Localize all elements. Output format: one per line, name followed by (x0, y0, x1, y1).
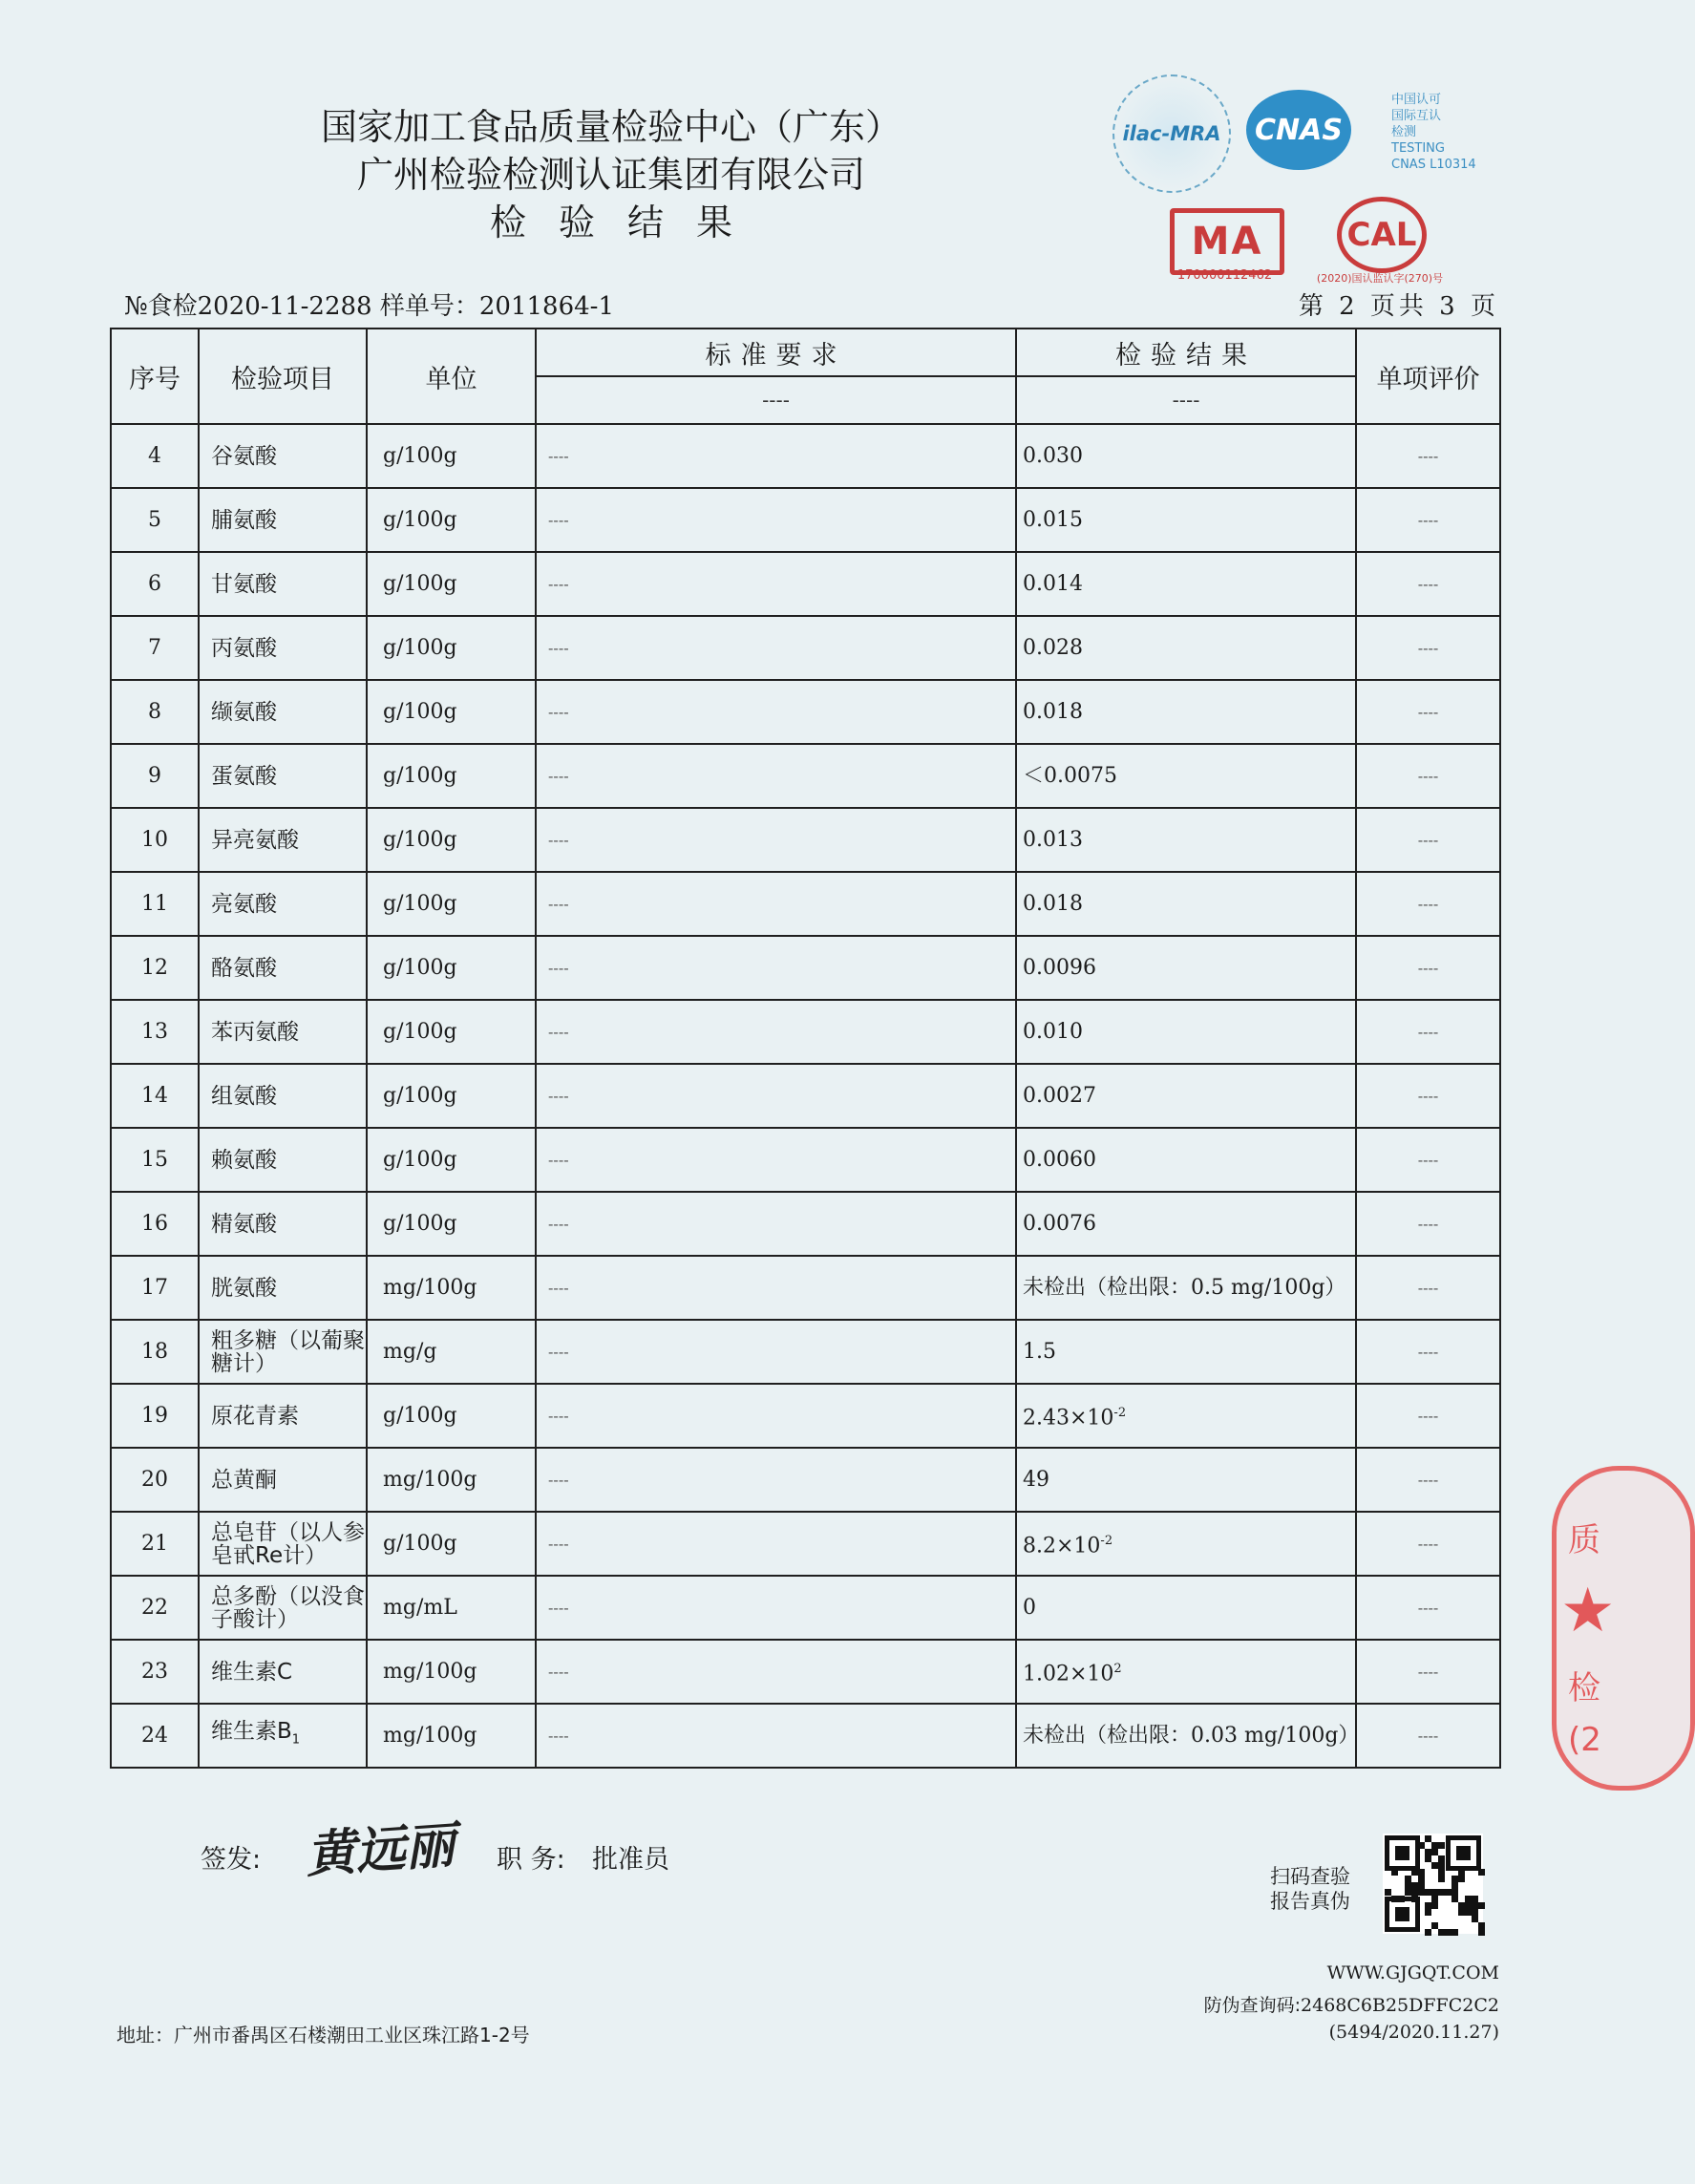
address: 地址：广州市番禺区石楼潮田工业区珠江路1-2号 (117, 2024, 530, 2046)
cell-unit: mg/100g (367, 1448, 536, 1512)
cell-item: 总多酚（以没食子酸计） (199, 1576, 367, 1640)
cell-unit: g/100g (367, 1000, 536, 1064)
ilac-mra-logo: ilac-MRA (1112, 74, 1231, 193)
table-row (111, 1256, 1500, 1320)
cell-standard: ---- (536, 1576, 1016, 1640)
cell-result: 0.0096 (1016, 936, 1356, 1000)
table-row (111, 1320, 1500, 1384)
signature: 黄远丽 (304, 1815, 457, 1885)
cell-seq: 22 (111, 1576, 199, 1640)
cell-item: 总皂苷（以人参皂甙Re计） (199, 1512, 367, 1576)
cell-unit: g/100g (367, 424, 536, 488)
cell-result: 0.030 (1016, 424, 1356, 488)
header-result: 检验结果 (1016, 329, 1356, 376)
cell-standard: ---- (536, 1320, 1016, 1384)
cell-seq: 6 (111, 552, 199, 616)
website: WWW.GJGQT.COM (1326, 1962, 1499, 1983)
cell-evaluation: ---- (1356, 1704, 1500, 1768)
cell-seq: 8 (111, 680, 199, 744)
table-row (111, 680, 1500, 744)
table-row (111, 488, 1500, 552)
cell-item: 胱氨酸 (199, 1256, 367, 1320)
cell-unit: g/100g (367, 808, 536, 872)
cell-evaluation: ---- (1356, 616, 1500, 680)
cell-standard: ---- (536, 552, 1016, 616)
cell-seq: 11 (111, 872, 199, 936)
cell-result: 未检出（检出限：0.5 mg/100g） (1016, 1256, 1356, 1320)
document-code: (5494/2020.11.27) (1328, 2022, 1499, 2043)
cell-result: 0.010 (1016, 1000, 1356, 1064)
cell-standard: ---- (536, 616, 1016, 680)
cell-standard: ---- (536, 1000, 1016, 1064)
table-row (111, 1384, 1500, 1448)
cell-evaluation: ---- (1356, 1576, 1500, 1640)
cell-seq: 21 (111, 1512, 199, 1576)
cell-result: 0.013 (1016, 808, 1356, 872)
results-table-container (110, 328, 1501, 1769)
cell-seq: 5 (111, 488, 199, 552)
table-row (111, 936, 1500, 1000)
report-number: №食检2020-11-2288 样单号：2011864-1 (124, 292, 614, 321)
table-body (111, 424, 1500, 1768)
table-row (111, 808, 1500, 872)
table-row (111, 1448, 1500, 1512)
cell-standard: ---- (536, 1192, 1016, 1256)
cnas-caption: 中国认可 国际互认 检测 TESTING CNAS L10314 (1391, 93, 1476, 172)
cell-standard: ---- (536, 744, 1016, 808)
table-row (111, 616, 1500, 680)
table-row (111, 424, 1500, 488)
cell-result: 0.0076 (1016, 1192, 1356, 1256)
cell-result: 0.018 (1016, 872, 1356, 936)
cell-unit: g/100g (367, 488, 536, 552)
cell-seq: 4 (111, 424, 199, 488)
cell-item: 精氨酸 (199, 1192, 367, 1256)
position-label: 职 务: (497, 1845, 565, 1875)
cell-unit: g/100g (367, 680, 536, 744)
cell-standard: ---- (536, 1512, 1016, 1576)
cell-unit: mg/100g (367, 1640, 536, 1704)
cell-result: 0.0027 (1016, 1064, 1356, 1128)
cnas-logo: CNAS (1246, 90, 1351, 170)
cell-evaluation: ---- (1356, 808, 1500, 872)
cell-seq: 7 (111, 616, 199, 680)
cell-result: 0.015 (1016, 488, 1356, 552)
cell-result: 0 (1016, 1576, 1356, 1640)
cell-evaluation: ---- (1356, 936, 1500, 1000)
qr-code-icon[interactable] (1383, 1834, 1483, 1934)
cell-result: 0.0060 (1016, 1128, 1356, 1192)
cell-item: 维生素C (199, 1640, 367, 1704)
cell-evaluation: ---- (1356, 1384, 1500, 1448)
cell-evaluation: ---- (1356, 872, 1500, 936)
cell-unit: g/100g (367, 1512, 536, 1576)
cell-result: 0.028 (1016, 616, 1356, 680)
header-standard: 标准要求 (536, 329, 1016, 376)
cell-standard: ---- (536, 1128, 1016, 1192)
cell-unit: g/100g (367, 1384, 536, 1448)
title-line-3: 检验结果 (489, 201, 765, 244)
table-row (111, 744, 1500, 808)
table-row (111, 1064, 1500, 1128)
cell-item: 苯丙氨酸 (199, 1000, 367, 1064)
anti-fake-label: 防伪查询码: (1203, 1995, 1302, 2016)
cma-logo: MA (1170, 208, 1284, 275)
cell-seq: 24 (111, 1704, 199, 1768)
header-evaluation: 单项评价 (1356, 329, 1500, 424)
position-value: 批准员 (592, 1845, 669, 1875)
cell-evaluation: ---- (1356, 1064, 1500, 1128)
cell-item: 异亮氨酸 (199, 808, 367, 872)
cal-number: (2020)国认监认字(270)号 (1316, 272, 1444, 285)
cell-standard: ---- (536, 872, 1016, 936)
cell-standard: ---- (536, 808, 1016, 872)
anti-fake-code: 2468C6B25DFFC2C2 (1301, 1995, 1499, 2016)
cell-seq: 13 (111, 1000, 199, 1064)
table-row (111, 552, 1500, 616)
report-title (239, 103, 984, 246)
cell-seq: 18 (111, 1320, 199, 1384)
cell-evaluation: ---- (1356, 424, 1500, 488)
header-seq: 序号 (111, 329, 199, 424)
cell-item: 原花青素 (199, 1384, 367, 1448)
table-row (111, 1128, 1500, 1192)
cell-item: 酪氨酸 (199, 936, 367, 1000)
cell-evaluation: ---- (1356, 1512, 1500, 1576)
cell-item: 谷氨酸 (199, 424, 367, 488)
qr-caption: 扫码查验 报告真伪 (1270, 1865, 1350, 1913)
cell-standard: ---- (536, 936, 1016, 1000)
cma-number: 170000112462 (1176, 268, 1273, 283)
cell-evaluation: ---- (1356, 1192, 1500, 1256)
cell-unit: g/100g (367, 872, 536, 936)
cell-result: 0.014 (1016, 552, 1356, 616)
cell-evaluation: ---- (1356, 744, 1500, 808)
cell-evaluation: ---- (1356, 1256, 1500, 1320)
official-seal: 质 ★ 检 (2 (1552, 1466, 1695, 1791)
table-row (111, 1512, 1500, 1576)
cell-standard: ---- (536, 424, 1016, 488)
cell-standard: ---- (536, 1448, 1016, 1512)
cell-seq: 10 (111, 808, 199, 872)
cell-item: 维生素$B_1$ (199, 1704, 367, 1768)
table-row (111, 1704, 1500, 1768)
cell-standard: ---- (536, 1064, 1016, 1128)
results-table (110, 328, 1501, 1769)
sign-label: 签发: (201, 1845, 262, 1875)
cell-evaluation: ---- (1356, 1320, 1500, 1384)
cell-unit: g/100g (367, 1128, 536, 1192)
cell-unit: mg/mL (367, 1576, 536, 1640)
cell-standard: ---- (536, 680, 1016, 744)
cell-result: $2.43\times 10^{-2}$ (1016, 1384, 1356, 1448)
cell-evaluation: ---- (1356, 488, 1500, 552)
table-row (111, 1192, 1500, 1256)
accreditation-logos (1112, 74, 1533, 285)
cell-evaluation: ---- (1356, 1640, 1500, 1704)
cell-seq: 9 (111, 744, 199, 808)
cell-seq: 12 (111, 936, 199, 1000)
page-info: 第 2 页共 3 页 (1298, 292, 1499, 321)
cell-standard: ---- (536, 1256, 1016, 1320)
cell-seq: 23 (111, 1640, 199, 1704)
table-row (111, 1640, 1500, 1704)
cell-result: 未检出（检出限：0.03 mg/100g） (1016, 1704, 1356, 1768)
cell-standard: ---- (536, 1640, 1016, 1704)
header-unit: 单位 (367, 329, 536, 424)
cell-unit: g/100g (367, 936, 536, 1000)
cell-seq: 17 (111, 1256, 199, 1320)
cell-evaluation: ---- (1356, 1128, 1500, 1192)
cell-item: 赖氨酸 (199, 1128, 367, 1192)
cell-result: ＜0.0075 (1016, 744, 1356, 808)
table-row (111, 1576, 1500, 1640)
star-icon: ★ (1560, 1576, 1616, 1646)
cell-unit: g/100g (367, 744, 536, 808)
cell-unit: mg/100g (367, 1704, 536, 1768)
cell-unit: mg/g (367, 1320, 536, 1384)
cal-logo: CAL (1337, 197, 1427, 273)
cell-item: 甘氨酸 (199, 552, 367, 616)
cell-item: 脯氨酸 (199, 488, 367, 552)
cell-unit: g/100g (367, 1192, 536, 1256)
cell-unit: g/100g (367, 552, 536, 616)
header-item: 检验项目 (199, 329, 367, 424)
cell-result: $1.02\times 10^2$ (1016, 1640, 1356, 1704)
cell-result: 49 (1016, 1448, 1356, 1512)
cell-seq: 14 (111, 1064, 199, 1128)
cell-seq: 15 (111, 1128, 199, 1192)
header-standard-sub: ---- (536, 376, 1016, 424)
cell-standard: ---- (536, 488, 1016, 552)
anti-fake-query (1204, 1991, 1499, 2017)
cell-item: 丙氨酸 (199, 616, 367, 680)
title-line-2: 广州检验检测认证集团有限公司 (356, 154, 865, 196)
cell-item: 粗多糖（以葡聚糖计） (199, 1320, 367, 1384)
cell-unit: g/100g (367, 1064, 536, 1128)
title-line-1: 国家加工食品质量检验中心（广东） (320, 106, 901, 148)
cell-evaluation: ---- (1356, 1448, 1500, 1512)
header-result-sub: ---- (1016, 376, 1356, 424)
cell-standard: ---- (536, 1384, 1016, 1448)
cell-unit: mg/100g (367, 1256, 536, 1320)
cell-item: 缬氨酸 (199, 680, 367, 744)
table-row (111, 1000, 1500, 1064)
cell-evaluation: ---- (1356, 680, 1500, 744)
cell-seq: 16 (111, 1192, 199, 1256)
cell-evaluation: ---- (1356, 1000, 1500, 1064)
cell-seq: 20 (111, 1448, 199, 1512)
cell-result: 1.5 (1016, 1320, 1356, 1384)
cell-unit: g/100g (367, 616, 536, 680)
cell-result: $8.2\times 10^{-2}$ (1016, 1512, 1356, 1576)
cell-item: 总黄酮 (199, 1448, 367, 1512)
cell-standard: ---- (536, 1704, 1016, 1768)
cell-seq: 19 (111, 1384, 199, 1448)
cell-item: 亮氨酸 (199, 872, 367, 936)
cell-evaluation: ---- (1356, 552, 1500, 616)
table-row (111, 872, 1500, 936)
cell-result: 0.018 (1016, 680, 1356, 744)
cell-item: 蛋氨酸 (199, 744, 367, 808)
cell-item: 组氨酸 (199, 1064, 367, 1128)
